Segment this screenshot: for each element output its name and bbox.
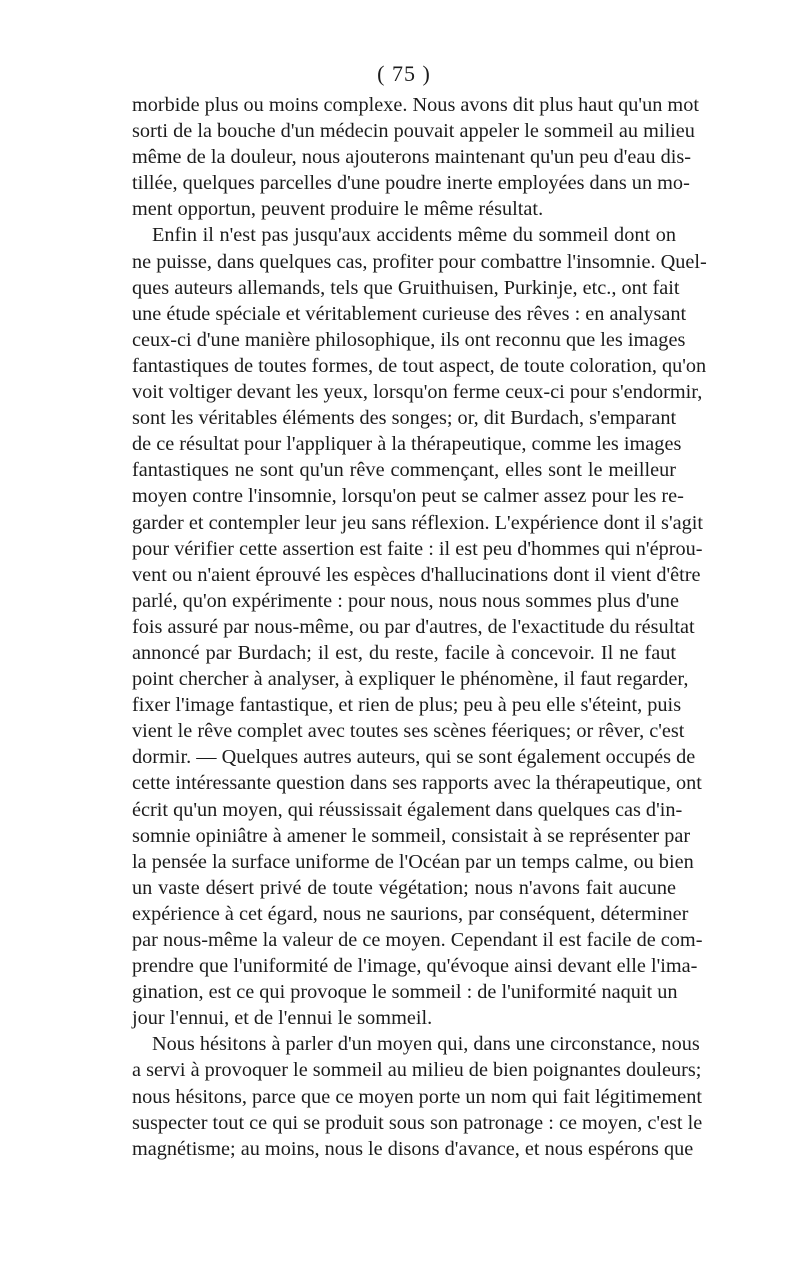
text-line: parlé, qu'on expérimente : pour nous, nous nous sommes plus d'une <box>132 589 679 612</box>
text-line: jour l'ennui, et de l'ennui le sommeil. <box>132 1007 433 1030</box>
body-text <box>132 92 707 1162</box>
text-line: un vaste désert privé de toute végétation; nous n'avons fait aucune <box>132 876 676 899</box>
text-line: Enfin il n'est pas jusqu'aux accidents même du sommeil dont on <box>152 224 676 247</box>
text-line: a servi à provoquer le sommeil au milieu de bien poignantes douleurs; <box>132 1059 702 1082</box>
text-line: fixer l'image fantastique, et rien de plus; peu à peu elle s'éteint, puis <box>132 694 682 717</box>
text-line: cette intéressante question dans ses rapports avec la thérapeutique, ont <box>132 772 702 795</box>
text-line: magnétisme; au moins, nous le disons d'avance, et nous espérons que <box>132 1137 694 1160</box>
text-line: fois assuré par nous-même, ou par d'autres, de l'exactitude du résultat <box>132 615 695 638</box>
text-line: morbide plus ou moins complexe. Nous avons dit plus haut qu'un mot <box>132 94 699 116</box>
text-line: fantastiques ne sont qu'un rêve commençant, elles sont le meilleur <box>132 459 676 482</box>
paragraph <box>132 92 699 222</box>
paragraph <box>132 222 707 1031</box>
book-page <box>132 60 707 1162</box>
text-line: Nous hésitons à parler d'un moyen qui, dans une circonstance, nous <box>152 1033 700 1056</box>
text-line: vient le rêve complet avec toutes ses scènes féeriques; or rêver, c'est <box>132 720 685 743</box>
text-line: par nous-même la valeur de ce moyen. Cependant il est facile de com- <box>132 929 703 951</box>
text-line: de ce résultat pour l'appliquer à la thérapeutique, comme les images <box>132 433 682 456</box>
text-line: même de la douleur, nous ajouterons maintenant qu'un peu d'eau dis- <box>132 146 692 169</box>
text-line: dormir. — Quelques autres auteurs, qui se sont également occupés de <box>132 746 696 769</box>
text-line: suspecter tout ce qui se produit sous son patronage : ce moyen, c'est le <box>132 1111 703 1134</box>
text-line: voit voltiger devant les yeux, lorsqu'on ferme ceux-ci pour s'endormir, <box>132 381 703 404</box>
text-line: sont les véritables éléments des songes; or, dit Burdach, s'emparant <box>132 407 677 430</box>
text-line: écrit qu'un moyen, qui réussissait également dans quelques cas d'in- <box>132 798 683 821</box>
text-line: une étude spéciale et véritablement curieuse des rêves : en analysant <box>132 302 687 325</box>
text-line: ques auteurs allemands, tels que Gruithuisen, Purkinje, etc., ont fait <box>132 276 680 299</box>
text-line: moyen contre l'insomnie, lorsqu'on peut se calmer assez pour les re- <box>132 485 684 508</box>
text-line: garder et contempler leur jeu sans réflexion. L'expérience dont il s'agit <box>132 511 704 534</box>
text-line: ne puisse, dans quelques cas, profiter pour combattre l'insomnie. Quel- <box>132 250 707 273</box>
text-line: vent ou n'aient éprouvé les espèces d'hallucinations dont il vient d'être <box>132 563 701 586</box>
text-line: annoncé par Burdach; il est, du reste, facile à concevoir. Il ne faut <box>132 641 676 664</box>
text-line: ment opportun, peuvent produire le même résultat. <box>132 198 544 221</box>
text-line: pour vérifier cette assertion est faite : il est peu d'hommes qui n'éprou- <box>132 537 703 560</box>
text-line: fantastiques de toutes formes, de tout aspect, de toute coloration, qu'on <box>132 354 707 377</box>
paragraph <box>132 1031 703 1161</box>
text-line: la pensée la surface uniforme de l'Océan par un temps calme, ou bien <box>132 850 694 873</box>
text-line: somnie opiniâtre à amener le sommeil, consistait à se représenter par <box>132 824 691 847</box>
page-number: ( 75 ) <box>377 61 431 86</box>
text-line: prendre que l'uniformité de l'image, qu'évoque ainsi devant elle l'ima- <box>132 955 698 978</box>
text-line: expérience à cet égard, nous ne saurions, par conséquent, déterminer <box>132 902 689 925</box>
text-line: sorti de la bouche d'un médecin pouvait appeler le sommeil au milieu <box>132 120 695 143</box>
text-line: gination, est ce qui provoque le sommeil : de l'uniformité naquit un <box>132 981 678 1004</box>
text-line: ceux-ci d'une manière philosophique, ils ont reconnu que les images <box>132 328 686 351</box>
text-line: nous hésitons, parce que ce moyen porte un nom qui fait légitimement <box>132 1085 702 1108</box>
text-line: tillée, quelques parcelles d'une poudre inerte employées dans un mo- <box>132 172 690 195</box>
text-line: point chercher à analyser, à expliquer le phénomène, il faut regarder, <box>132 668 689 691</box>
